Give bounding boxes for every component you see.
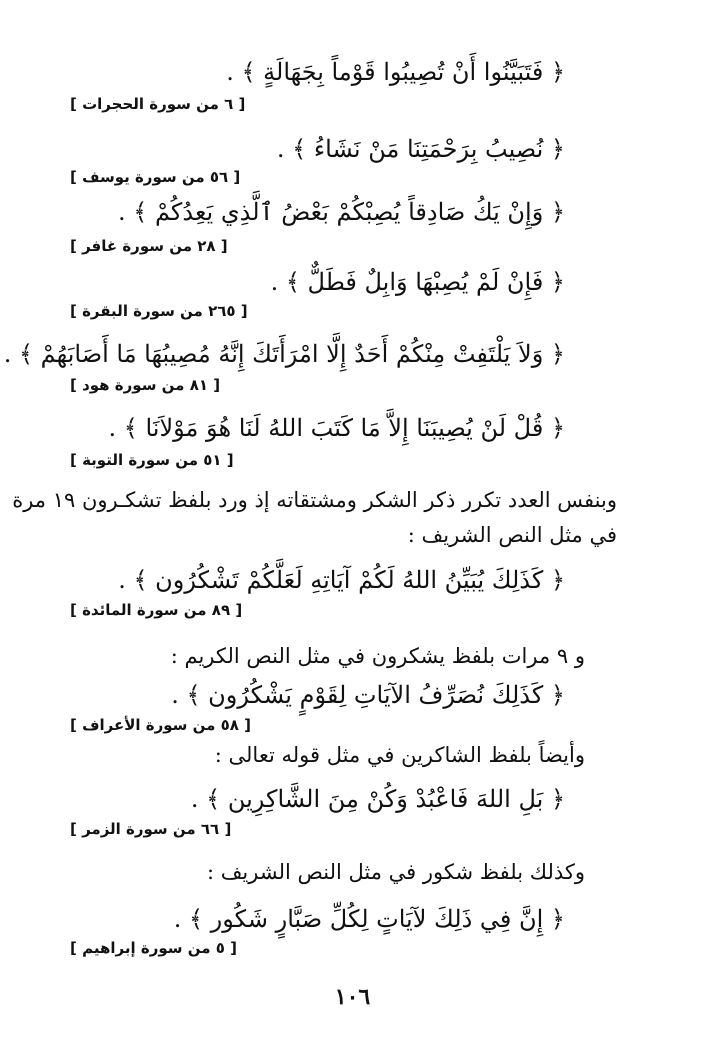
verse-reference: [ ٦ من سورة الحجرات ] [70, 95, 246, 113]
verse-line: ﴿ قُلْ لَنْ يُصِيبَنَا إِلاَّ مَا كَتَبَ اللهُ لَنَا هُوَ مَوْلاَنَا ﴾ . [108, 414, 565, 442]
verse-line: ﴿ وَلاَ يَلْتَفِتْ مِنْكُمْ أَحَدٌ إِلَّا امْرَأَتَكَ إِنَّهُ مُصِيبُهَا مَا أَصَابَهُمْ ﴾ . [3, 340, 565, 368]
verse-line: ﴿ فَتَبَيَّنُوا أَنْ تُصِيبُوا قَوْماً بِجَهَالَةٍ ﴾ . [226, 58, 565, 86]
verse-line: ﴿ إِنَّ فِي ذَلِكَ لآيَاتٍ لِكُلِّ صَبَّارٍ شَكُور ﴾ . [173, 905, 565, 933]
paragraph-line: وكذلك بلفظ شكور في مثل النص الشريف : [206, 860, 585, 884]
verse-line: ﴿ كَذَلِكَ يُبَيِّنُ اللهُ لَكُمْ آيَاتِهِ لَعَلَّكُمْ تَشْكُرُون ﴾ . [118, 566, 565, 594]
verse-reference: [ ٥٨ من سورة الأعراف ] [70, 716, 252, 734]
verse-line: ﴿ كَذَلِكَ نُصَرِّفُ الآيَاتِ لِقَوْمٍ يَشْكُرُون ﴾ . [171, 681, 565, 709]
verse-line: ﴿ وَإِنْ يَكُ صَادِقاً يُصِبْكُمْ بَعْضُ ٱلَّذِي يَعِدُكُمْ ﴾ . [118, 198, 565, 226]
verse-reference: [ ٨٩ من سورة المائدة ] [70, 601, 243, 619]
page-number: ١٠٦ [334, 984, 371, 1010]
verse-line: ﴿ بَلِ اللهَ فَاعْبُدْ وَكُنْ مِنَ الشَّاكِرِين ﴾ . [190, 785, 565, 813]
verse-line: ﴿ نُصِيبُ بِرَحْمَتِنَا مَنْ نَشَاءُ ﴾ . [276, 135, 565, 163]
verse-reference: [ ٦٦ من سورة الزمر ] [70, 820, 232, 838]
verse-reference: [ ٨١ من سورة هود ] [70, 376, 221, 394]
paragraph-line: في مثل النص الشريف : [407, 523, 617, 547]
verse-reference: [ ٢٨ من سورة غافر ] [70, 237, 228, 255]
verse-reference: [ ٥٦ من سورة يوسف ] [70, 168, 241, 186]
paragraph-line: و ٩ مرات بلفظ يشكرون في مثل النص الكريم : [170, 644, 585, 668]
verse-reference: [ ٢٦٥ من سورة البقرة ] [70, 302, 248, 320]
verse-line: ﴿ فَإِنْ لَمْ يُصِبْهَا وَابِلٌ فَطَلٌّ ﴾ . [270, 268, 565, 296]
verse-reference: [ ٥ من سورة إبراهيم ] [70, 939, 237, 957]
verse-reference: [ ٥١ من سورة التوبة ] [70, 451, 234, 469]
paragraph-line: وأيضاً بلفظ الشاكرين في مثل قوله تعالى : [214, 743, 585, 767]
paragraph-line: وبنفس العدد تكرر ذكر الشكر ومشتقاته إذ ورد بلفظ تشكـرون ١٩ مرة [12, 488, 617, 512]
